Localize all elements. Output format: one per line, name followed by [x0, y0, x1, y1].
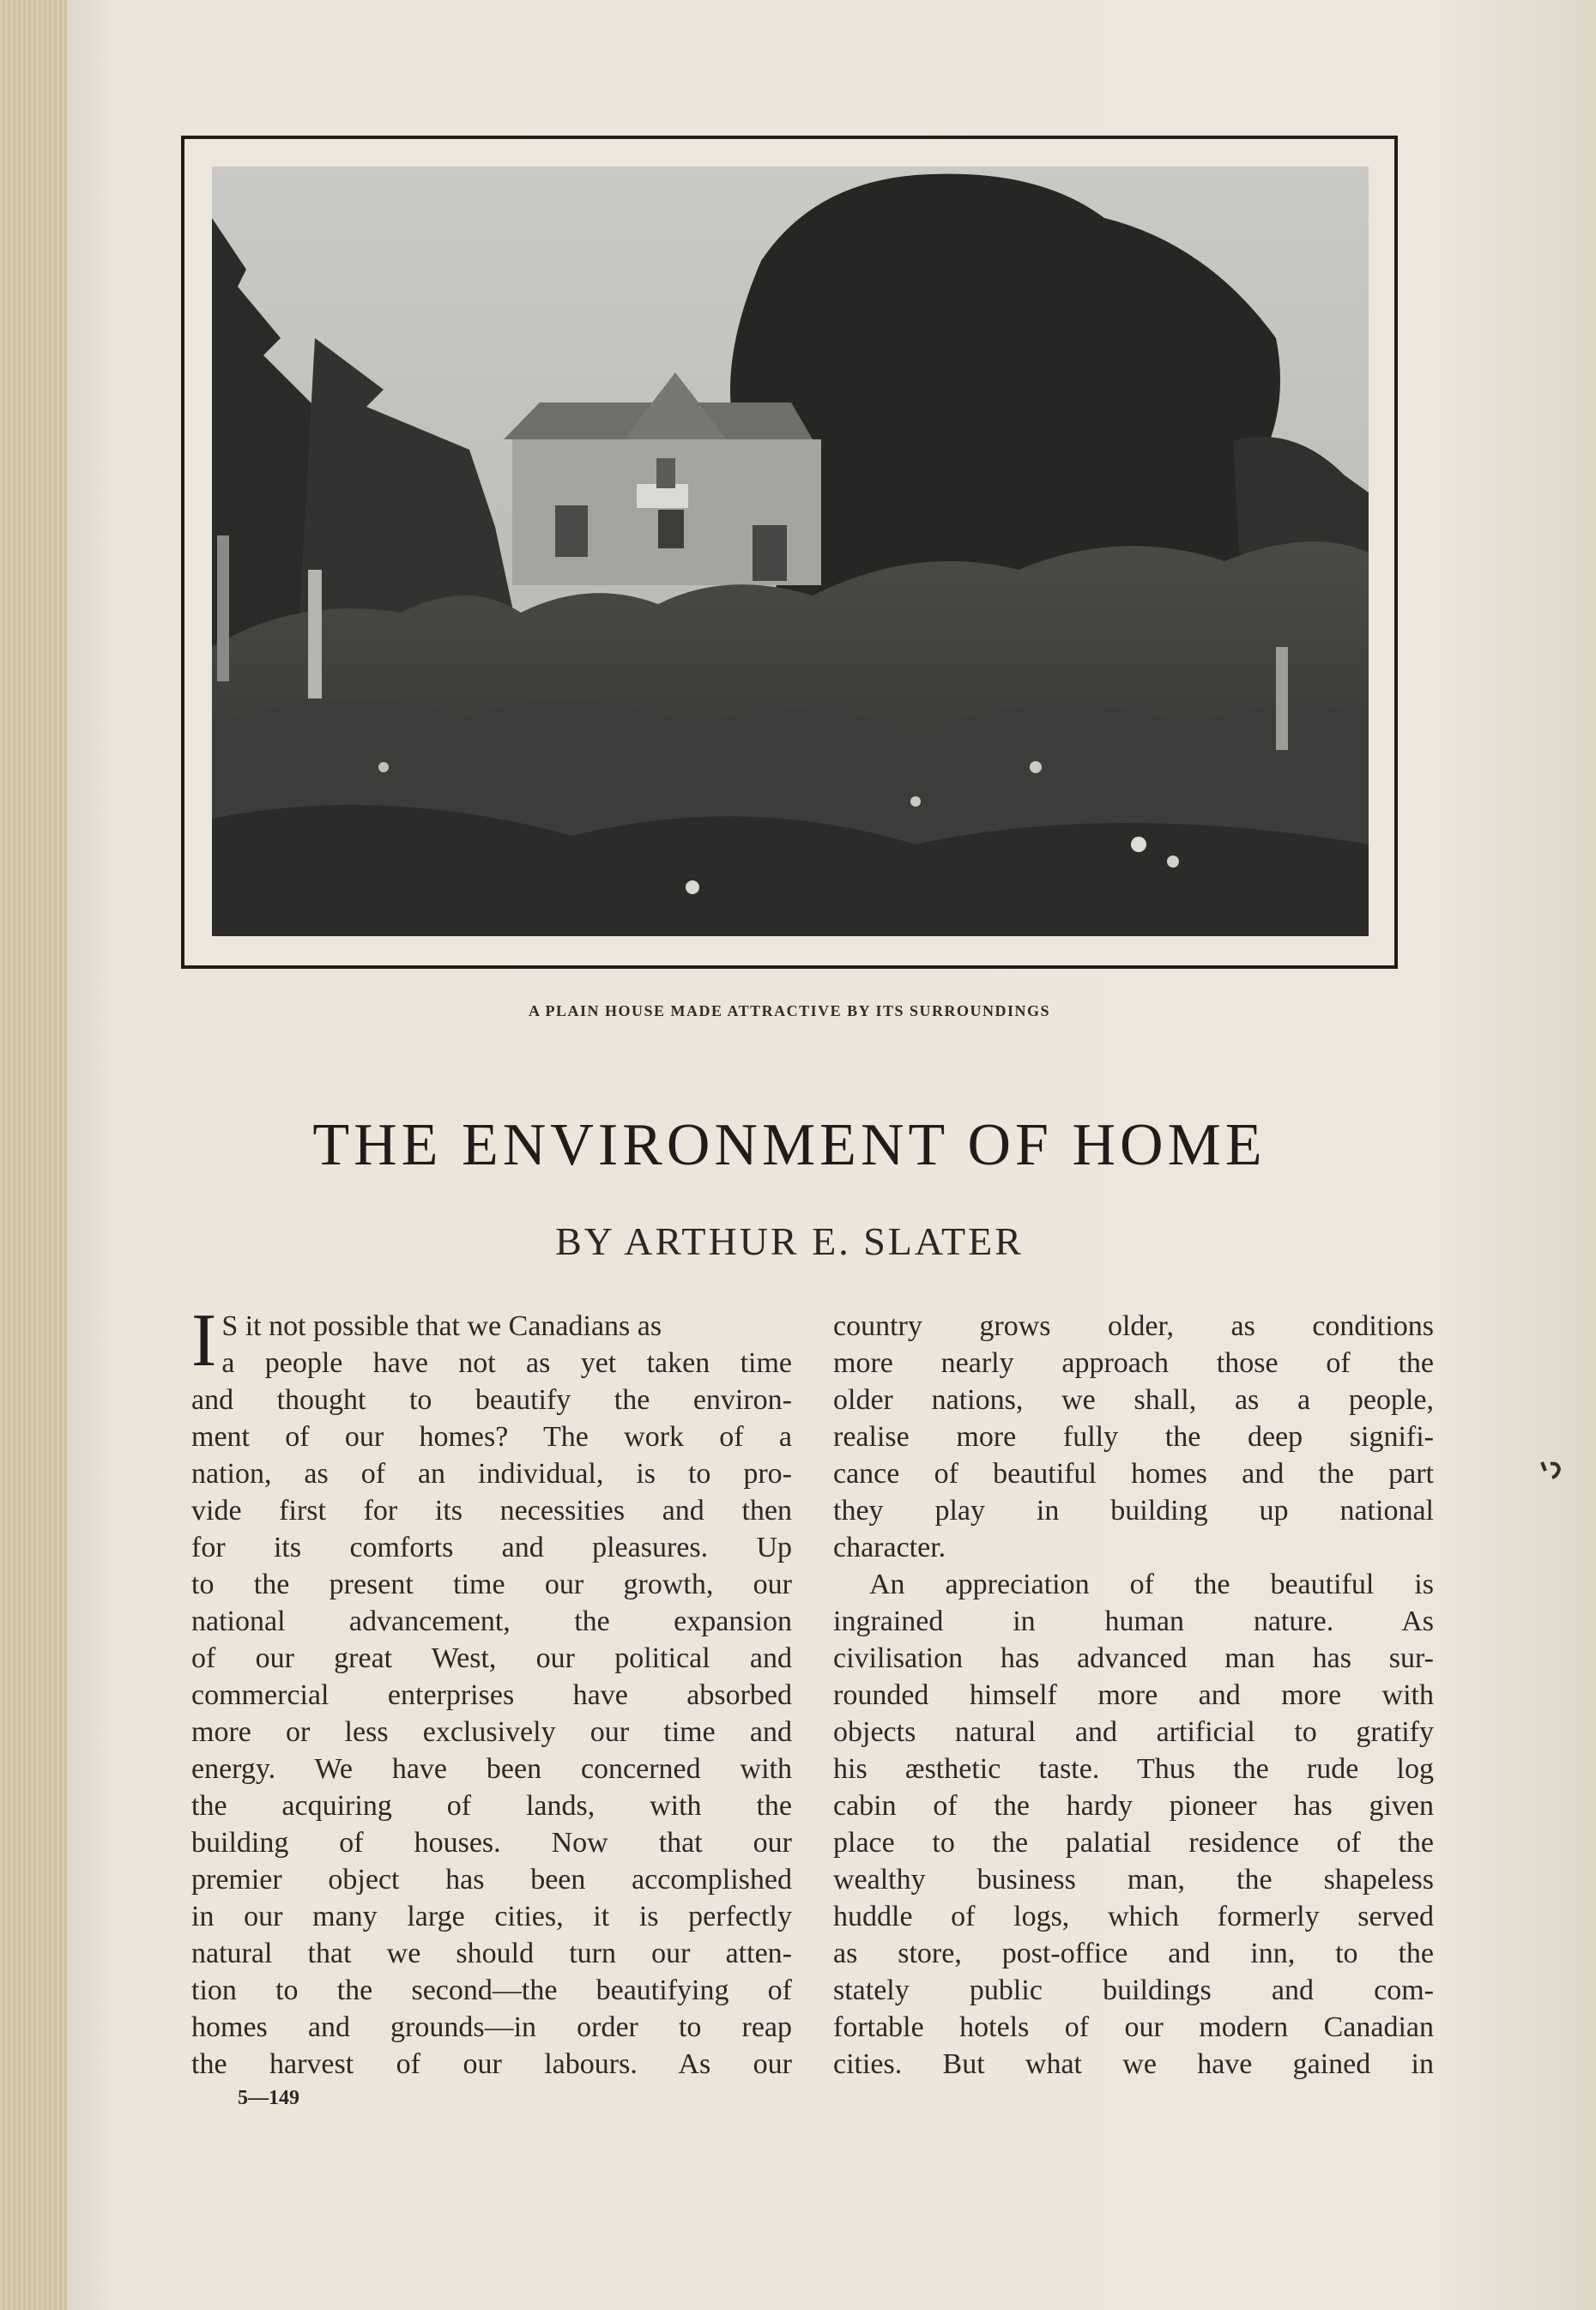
text-line: stately public buildings and com- [833, 1974, 1434, 2006]
text-line: objects natural and artificial to gratify [833, 1716, 1434, 1748]
magazine-page [67, 0, 1596, 2310]
page-number: 5—149 [238, 2087, 299, 2109]
drop-cap: I [191, 1299, 217, 1382]
text-line: national advancement, the expansion [191, 1606, 792, 1637]
ink-stain-mark [1539, 1459, 1568, 1490]
text-line: they play in building up national [833, 1495, 1434, 1527]
text-line: his æsthetic taste. Thus the rude log [833, 1753, 1434, 1785]
stain-icon [1539, 1459, 1568, 1483]
text-line: cance of beautiful homes and the part [833, 1458, 1434, 1490]
text-line: country grows older, as conditions [833, 1310, 1434, 1342]
text-line: commercial enterprises have absorbed [191, 1679, 792, 1711]
text-line: homes and grounds—in order to reap [191, 2011, 792, 2043]
text-line: more or less exclusively our time and [191, 1716, 792, 1748]
text-line: S it not possible that we Canadians as [221, 1310, 662, 1342]
text-line: premier object has been accomplished [191, 1864, 792, 1896]
right-column [833, 1308, 1434, 2083]
text-line: energy. We have been concerned with [191, 1753, 792, 1785]
photo-caption: A PLAIN HOUSE MADE ATTRACTIVE BY ITS SURROUNDINGS [528, 1002, 1051, 1019]
text-line: character. [833, 1532, 946, 1563]
text-line: for its comforts and pleasures. Up [191, 1532, 792, 1563]
text-line: huddle of logs, which formerly served [833, 1901, 1434, 1932]
text-line: ment of our homes? The work of a [191, 1421, 792, 1453]
text-line: natural that we should turn our atten- [191, 1938, 792, 1969]
text-line: rounded himself more and more with [833, 1679, 1434, 1711]
text-line: cabin of the hardy pioneer has given [833, 1790, 1434, 1822]
text-line: building of houses. Now that our [191, 1827, 792, 1859]
photo-frame [181, 136, 1398, 969]
text-line: nation, as of an individual, is to pro- [191, 1458, 792, 1490]
text-line: older nations, we shall, as a people, [833, 1384, 1434, 1416]
text-line: a people have not as yet taken time [221, 1347, 792, 1379]
house-garden-photo [212, 166, 1369, 936]
text-line: realise more fully the deep signifi- [833, 1421, 1434, 1453]
text-line: the acquiring of lands, with the [191, 1790, 792, 1822]
article-byline: BY ARTHUR E. SLATER [555, 1219, 1024, 1263]
house-garden-illustration [212, 166, 1369, 936]
text-line: fortable hotels of our modern Canadian [833, 2011, 1434, 2043]
text-line: An appreciation of the beautiful is [869, 1569, 1434, 1600]
text-line: in our many large cities, it is perfectly [191, 1901, 792, 1932]
text-line: and thought to beautify the environ- [191, 1384, 792, 1416]
text-line: of our great West, our political and [191, 1642, 792, 1674]
text-line: ingrained in human nature. As [833, 1606, 1434, 1637]
text-line: tion to the second—the beautifying of [191, 1974, 792, 2006]
text-line: civilisation has advanced man has sur- [833, 1642, 1434, 1674]
text-line: to the present time our growth, our [191, 1569, 792, 1600]
book-binding [0, 0, 69, 2310]
text-line: as store, post-office and inn, to the [833, 1938, 1434, 1969]
text-line: wealthy business man, the shapeless [833, 1864, 1434, 1896]
left-column [191, 1299, 792, 2083]
text-line: vide first for its necessities and then [191, 1495, 792, 1527]
article-title: THE ENVIRONMENT OF HOME [312, 1112, 1267, 1178]
text-line: place to the palatial residence of the [833, 1827, 1434, 1859]
text-line: cities. But what we have gained in [833, 2048, 1434, 2080]
text-line: the harvest of our labours. As our [191, 2048, 792, 2080]
text-line: more nearly approach those of the [833, 1347, 1434, 1379]
